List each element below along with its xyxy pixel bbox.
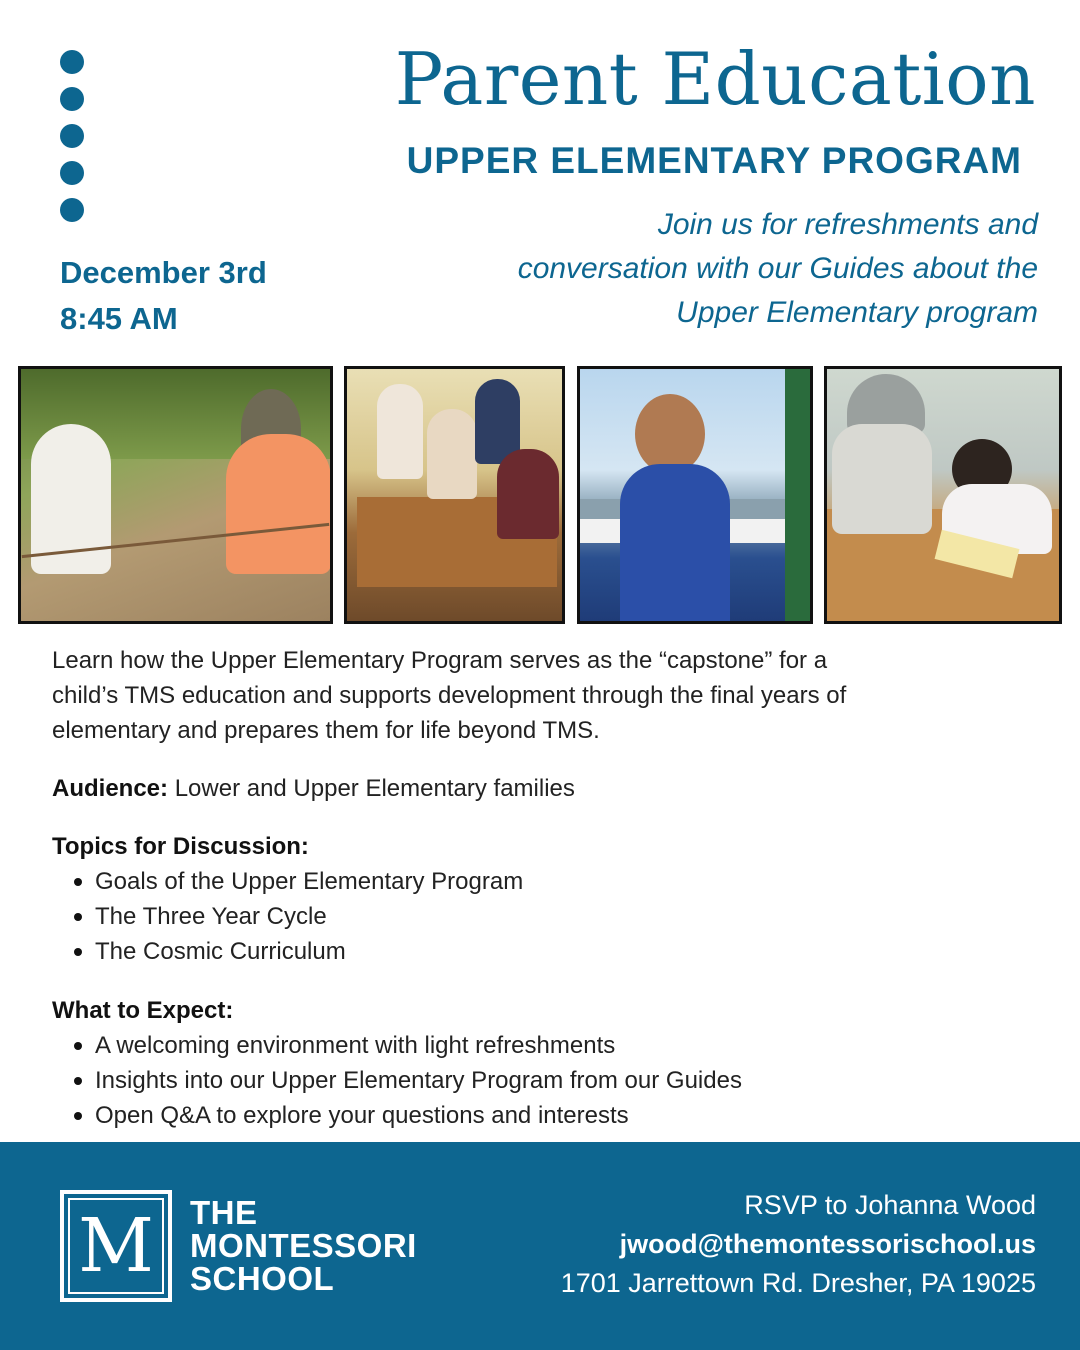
list-item: A welcoming environment with light refreshments — [52, 1028, 742, 1063]
logo-letter: M — [68, 1198, 164, 1294]
school-name-line: THE — [190, 1194, 258, 1231]
audience-label: Audience: — [52, 775, 169, 802]
dot-icon — [60, 124, 84, 148]
topics-heading: Topics for Discussion: — [52, 833, 309, 860]
school-name-line: MONTESSORI — [190, 1227, 417, 1264]
event-datetime — [60, 250, 267, 342]
intro-line: child’s TMS education and supports development through the final years of — [52, 682, 847, 709]
list-item: The Three Year Cycle — [52, 899, 523, 934]
email-link[interactable]: jwood@themontessorischool.us — [619, 1229, 1036, 1259]
school-logo-icon — [60, 1190, 172, 1302]
school-name — [190, 1196, 417, 1295]
list-item: The Cosmic Curriculum — [52, 934, 523, 969]
address-text: 1701 Jarrettown Rd. Dresher, PA 19025 — [560, 1268, 1036, 1298]
photo-students-reading — [824, 366, 1062, 624]
photo-strip — [18, 366, 1062, 624]
photo-boy-on-boat — [577, 366, 813, 624]
tagline-line: Upper Elementary program — [676, 296, 1038, 329]
intro-line: elementary and prepares them for life beyond TMS. — [52, 717, 600, 744]
rsvp-text: RSVP to Johanna Wood — [744, 1190, 1036, 1220]
tagline-line: conversation with our Guides about the — [517, 252, 1038, 285]
photo-classroom-group — [344, 366, 565, 624]
audience-line — [52, 772, 575, 805]
dot-icon — [60, 50, 84, 74]
tagline-line: Join us for refreshments and — [657, 208, 1038, 241]
list-item: Goals of the Upper Elementary Program — [52, 864, 523, 899]
intro-paragraph — [52, 643, 1042, 748]
school-name-line: SCHOOL — [190, 1260, 335, 1297]
page-title: Parent Education — [394, 37, 1036, 121]
dot-icon — [60, 161, 84, 185]
audience-value: Lower and Upper Elementary families — [174, 775, 575, 802]
list-item: Open Q&A to explore your questions and interests — [52, 1098, 742, 1133]
expect-list — [52, 1028, 742, 1133]
event-date: December 3rd — [60, 255, 267, 290]
intro-line: Learn how the Upper Elementary Program serves as the “capstone” for a — [52, 647, 828, 674]
list-item: Insights into our Upper Elementary Program from our Guides — [52, 1063, 742, 1098]
dot-icon — [60, 87, 84, 111]
decorative-dots — [60, 50, 84, 235]
tagline — [338, 203, 1038, 335]
program-subtitle: UPPER ELEMENTARY PROGRAM — [406, 140, 1022, 181]
dot-icon — [60, 198, 84, 222]
photo-outdoor-activity — [18, 366, 333, 624]
expect-heading: What to Expect: — [52, 997, 234, 1024]
contact-info — [561, 1186, 1036, 1303]
footer-band — [0, 1142, 1080, 1350]
topics-list — [52, 864, 523, 969]
event-time: 8:45 AM — [60, 301, 178, 336]
